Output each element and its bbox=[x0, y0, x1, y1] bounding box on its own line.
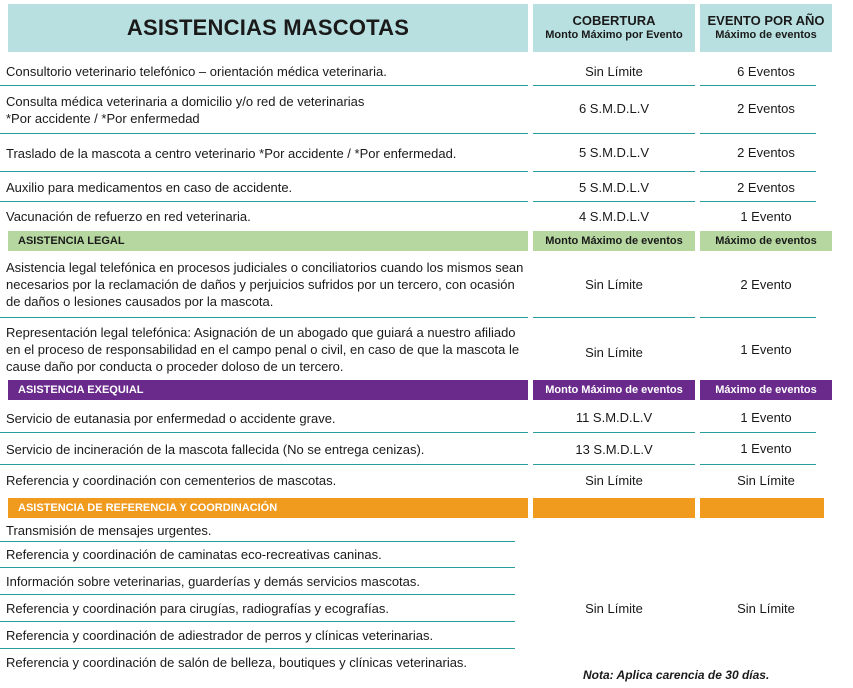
row-divider bbox=[700, 432, 816, 433]
row-divider bbox=[533, 201, 695, 202]
row-divider bbox=[0, 85, 528, 86]
list-item: Información sobre veterinarias, guarderías y demás servicios mascotas. bbox=[6, 573, 421, 589]
table-row-text: Auxilio para medicamentos en caso de accidente. bbox=[6, 179, 293, 195]
list-item: Referencia y coordinación de adiestrador de perros y clínicas veterinarias. bbox=[6, 627, 434, 643]
table-row-text: Representación legal telefónica: Asignación de un abogado que guiará a nuestro afiliado en el proceso de responsabilidad en el campo penal o civil, en caso de que la mascota le cause daño por conducta o proceder doloso de un tercero. bbox=[6, 324, 520, 374]
row-divider bbox=[0, 541, 515, 542]
row-divider bbox=[533, 432, 695, 433]
section-header-exequial: ASISTENCIA EXEQUIAL bbox=[8, 380, 528, 400]
legal-events-header: Máximo de eventos bbox=[700, 231, 832, 251]
events-header bbox=[700, 4, 832, 52]
table-row-text: Vacunación de refuerzo en red veterinaria. bbox=[6, 208, 251, 224]
row-divider bbox=[533, 133, 695, 134]
table-row-coverage: Sin Límite bbox=[585, 472, 643, 488]
row-divider bbox=[533, 85, 695, 86]
row-divider bbox=[700, 85, 816, 86]
exequial-events-header: Máximo de eventos bbox=[700, 380, 832, 400]
table-row-text: Servicio de eutanasia por enfermedad o accidente grave. bbox=[6, 410, 336, 426]
coverage-header bbox=[533, 4, 695, 52]
row-divider bbox=[700, 133, 816, 134]
coverage-header-title: COBERTURA bbox=[572, 13, 656, 28]
list-item: Referencia y coordinación de caminatas eco-recreativas caninas. bbox=[6, 546, 382, 562]
table-row-coverage: 11 S.M.D.L.V bbox=[575, 409, 653, 425]
events-header-title: EVENTO POR AÑO bbox=[707, 13, 825, 28]
table-row-coverage: Sin Límite bbox=[585, 63, 643, 79]
page-title: ASISTENCIAS MASCOTAS bbox=[8, 4, 528, 52]
row-divider bbox=[533, 171, 695, 172]
row-divider bbox=[0, 171, 528, 172]
table-row-coverage: Sin Límite bbox=[585, 276, 643, 292]
row-divider bbox=[0, 201, 528, 202]
table-row-events: Sin Límite bbox=[737, 472, 795, 488]
table-row-events: 2 Eventos bbox=[737, 144, 795, 160]
table-row-coverage: 6 S.M.D.L.V bbox=[578, 100, 650, 116]
table-row-text: Asistencia legal telefónica en procesos judiciales o conciliatorios cuando los mismos sean necesarios por la reclamación de daños y perjuicios sufridos por un tercero, con ocasión de daños o lesiones causados por la mascota. bbox=[6, 259, 524, 309]
row-divider bbox=[0, 432, 528, 433]
row-divider bbox=[700, 201, 816, 202]
reference-events-value: Sin Límite bbox=[737, 600, 795, 616]
reference-coverage-value: Sin Límite bbox=[585, 600, 643, 616]
events-header-subtitle: Máximo de eventos bbox=[715, 29, 817, 42]
row-divider bbox=[700, 317, 816, 318]
table-row-text: Consultorio veterinario telefónico – orientación médica veterinaria. bbox=[6, 63, 387, 79]
row-divider bbox=[533, 317, 695, 318]
row-divider bbox=[0, 133, 528, 134]
list-item: Referencia y coordinación para cirugías, radiografías y ecografías. bbox=[6, 600, 389, 616]
row-divider bbox=[0, 567, 515, 568]
row-divider bbox=[700, 171, 816, 172]
row-divider bbox=[0, 317, 528, 318]
table-row-events: 2 Evento bbox=[740, 276, 792, 292]
table-row-coverage: 13 S.M.D.L.V bbox=[575, 441, 653, 457]
footnote: Nota: Aplica carencia de 30 días. bbox=[583, 668, 770, 682]
row-divider bbox=[0, 594, 515, 595]
table-row-events: 1 Evento bbox=[740, 409, 792, 425]
table-row-coverage: 5 S.M.D.L.V bbox=[578, 144, 650, 160]
list-item: Transmisión de mensajes urgentes. bbox=[6, 522, 212, 538]
table-row-coverage: Sin Límite bbox=[585, 344, 643, 360]
section-header-reference: ASISTENCIA DE REFERENCIA Y COORDINACIÓN bbox=[8, 498, 528, 518]
table-row-text: Consulta médica veterinaria a domicilio y/o red de veterinarias *Por accidente / *Por enfermedad bbox=[6, 94, 365, 126]
table-row-events: 6 Eventos bbox=[737, 63, 795, 79]
legal-coverage-header: Monto Máximo de eventos bbox=[533, 231, 695, 251]
table-row-events: 1 Evento bbox=[740, 341, 792, 357]
table-row-events: 1 Evento bbox=[740, 440, 792, 456]
row-divider bbox=[0, 621, 515, 622]
table-row-events: 2 Eventos bbox=[737, 100, 795, 116]
row-divider bbox=[0, 464, 528, 465]
row-divider bbox=[0, 648, 515, 649]
coverage-header-subtitle: Monto Máximo por Evento bbox=[545, 29, 683, 42]
row-divider bbox=[700, 464, 816, 465]
exequial-coverage-header: Monto Máximo de eventos bbox=[533, 380, 695, 400]
table-row-text: Traslado de la mascota a centro veterinario *Por accidente / *Por enfermedad. bbox=[6, 145, 457, 161]
list-item: Referencia y coordinación de salón de belleza, boutiques y clínicas veterinarias. bbox=[6, 654, 468, 670]
row-divider bbox=[533, 464, 695, 465]
table-row-events: 1 Evento bbox=[740, 208, 792, 224]
table-row-events: 2 Eventos bbox=[737, 179, 795, 195]
table-row-coverage: 4 S.M.D.L.V bbox=[578, 208, 650, 224]
section-header-legal: ASISTENCIA LEGAL bbox=[8, 231, 528, 251]
reference-events-header bbox=[700, 498, 824, 518]
table-row-text: Referencia y coordinación con cementerios de mascotas. bbox=[6, 472, 337, 488]
table-row-text: Servicio de incineración de la mascota fallecida (No se entrega cenizas). bbox=[6, 441, 425, 457]
reference-coverage-header bbox=[533, 498, 695, 518]
table-row-coverage: 5 S.M.D.L.V bbox=[578, 179, 650, 195]
